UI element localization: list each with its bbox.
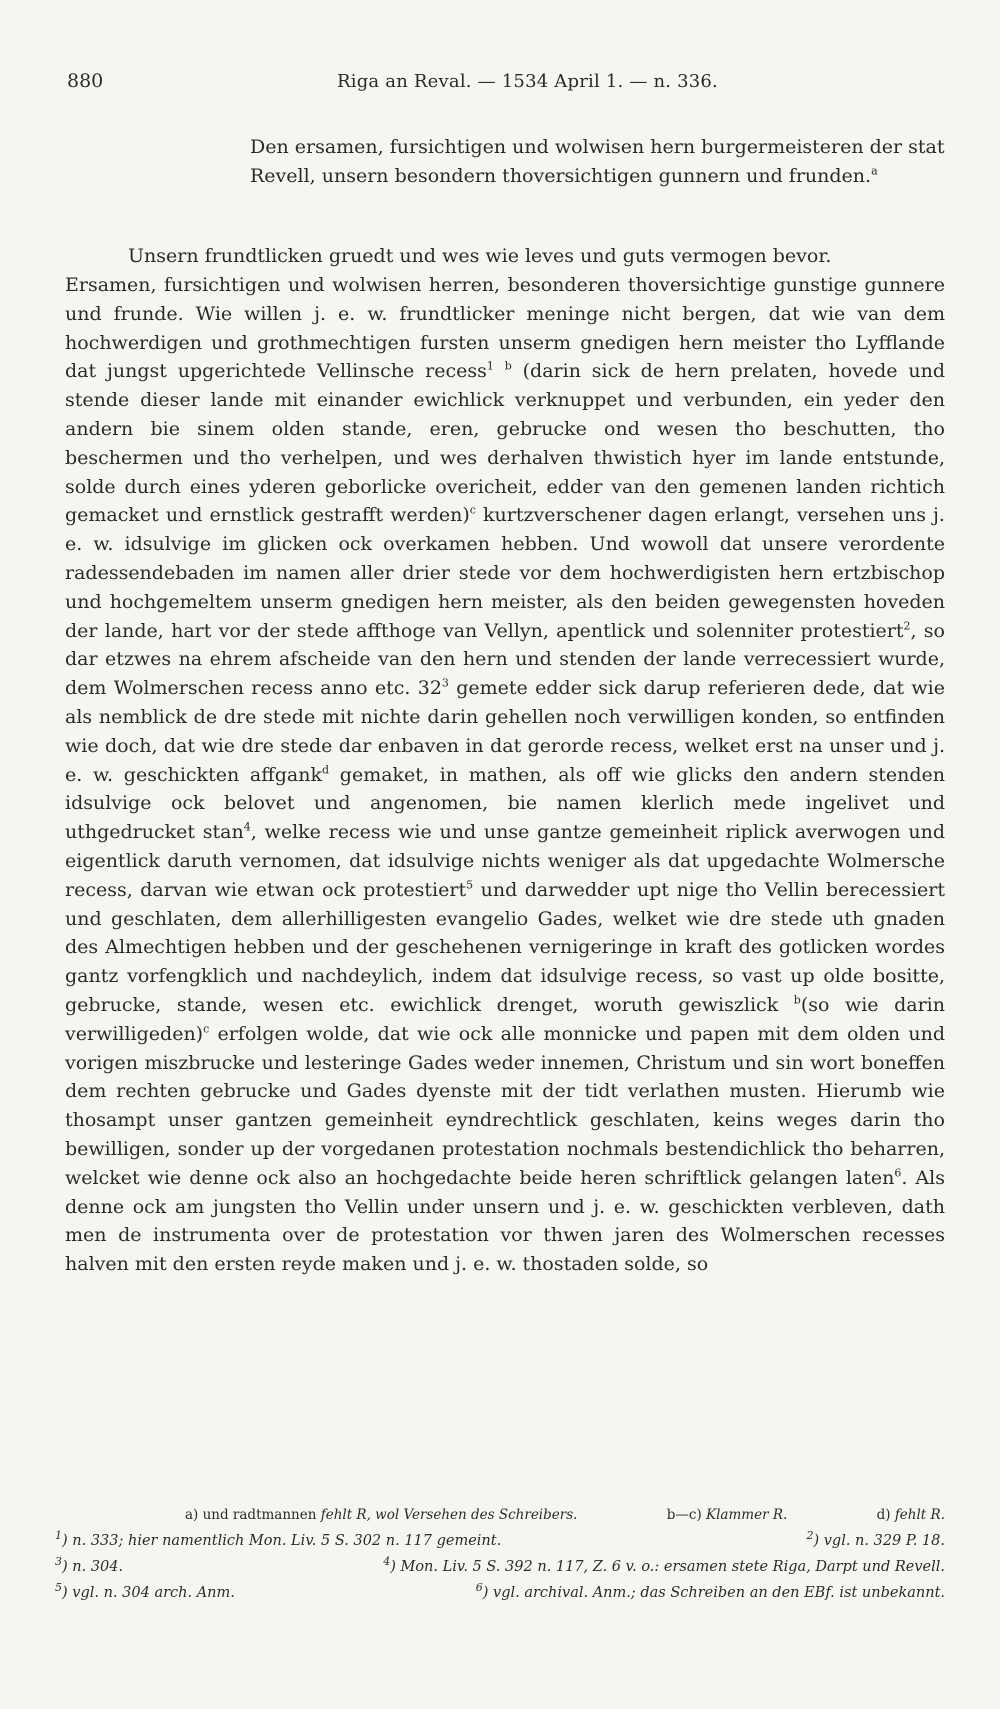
note-ref: c [203,1022,210,1036]
footnote-4: $^4$) Mon. Liv. 5 S. 392 n. 117, Z. 6 v. o.: ersamen stete Riga, Darpt und Revell. [383,1555,945,1575]
address-note-marker: a [871,164,878,178]
body-text-segment: gemete edder sick darup referieren dede, dat wie als nemblick de dre stede mit nichte darin gehellen noch verwilligen konden, so entfinden wie doch, dat wie dre stede dar enbaven in dat gerorde recess, welket erst na unser und j. e. w. geschickten affgank [65,677,945,786]
footnote-ref: 2 [903,619,911,633]
body-text-segment: gemaket, in mathen, als off wie glicks den andern stenden idsulvige ock belovet und angenomen, bie namen klerlich mede ingelivet und uthgedrucket stan [65,763,945,844]
running-title: Riga an Reval. — 1534 April 1. — n. 336. [337,71,718,92]
footnote-1: $^1$) n. 333; hier namentlich Mon. Liv. 5 S. 302 n. 117 gemeint. [55,1529,502,1549]
note-d: d) fehlt R. [876,1507,945,1523]
footnote-6: $^6$) vgl. archival. Anm.; das Schreiben an den EBf. ist unbekannt. [475,1581,945,1601]
note-ref: b [793,993,801,1007]
body-text-segment: , so dar etzwes na ehrem afscheide van den hern und stenden der lande verrecessiert wurde, dem Wolmerschen recess anno etc. 32 [65,619,945,700]
running-head [67,70,937,92]
footnote-ref: 5 [466,878,474,892]
body-text-segment: und darwedder upt nige tho Vellin berecessiert und geschlaten, dem allerhilligesten evangelio Gades, welket wie dre stede uth gnaden des Almechtigen hebben und der geschehenen vernigeringe in kraft des gotlicken wordes gantz vorfengklich und nachdeylich, indem dat idsulvige recess, so vast up olde bositte, gebrucke, stande, wesen etc. ewichlick drenget, woruth gewiszlick [65,878,945,1016]
address-text: Den ersamen, fursichtigen und wolwisen hern burgermeisteren der stat Revell, unsern besondern thoversichtigen gunnern und frunden. [250,136,945,187]
page-number: 880 [67,70,104,92]
letter-salutation: Unsern frundtlicken gruedt und wes wie leves und guts vermogen bevor. [128,245,832,267]
footnote-ref: 4 [243,820,251,834]
body-text-segment: (so wie darin verwilligeden) [65,993,945,1045]
footnote-3: $^3$) n. 304. [55,1555,124,1575]
footnote-2: $^2$) vgl. n. 329 P. 18. [806,1529,945,1549]
note-bc: b—c) Klammer R. [666,1507,788,1523]
footnote-5: $^5$) vgl. n. 304 arch. Anm. [55,1581,235,1601]
body-paragraph [65,271,945,1279]
body-text-segment: erfolgen wolde, dat wie ock alle monnicke und papen mit dem olden und vorigen miszbrucke und lesteringe Gades weder innemen, Christum und sin wort boneffen dem rechten gebrucke und Gades dyenste mit der tidt verlathen musten. Hierumb wie thosampt unser gantzen gemeinheit eyndrechtlick geschlaten, keins weges darin tho bewilligen, sonder up der vorgedanen protestation nochmals bestendichlick tho beharren, welcket wie denne ock also an hochgedachte beide heren schriftlick gelangen laten [65,1022,945,1189]
note-ref: c [469,504,476,518]
note-ref: d [322,763,330,777]
body-text-segment: . Als denne ock am jungsten tho Vellin under unsern und j. e. w. geschickten verbleven, dath men de instrumenta over de protestation vor thwen jaren des Wolmerschen recesses halven mit den ersten reyde maken und j. e. w. thostaden solde, so [65,1166,945,1276]
footnote-row [55,1580,945,1606]
footnote-row [55,1528,945,1554]
note-ref: b [504,360,512,374]
body-text-segment: kurtzverschener dagen erlangt, versehen uns j. e. w. idsulvige im glicken ock overkamen hebben. Und wowoll dat unsere verordente radessendebaden im namen aller drier stede vor dem hochwerdigisten hern ertzbischop und hochgemeltem unserm gnedigen hern meister, als den beiden gewegensten hoveden der lande, hart vor der stede affthoge van Vellyn, apentlick und solenniter protestiert [65,504,945,642]
letter-body [65,271,945,1279]
footnote-ref: 6 [894,1166,902,1180]
footnotes [55,1502,945,1606]
footnote-row [55,1554,945,1580]
body-text-segment: (darin sick de hern prelaten, hovede und stende dieser lande mit einander ewichlick verknuppet und verbunden, ein yeder den andern bie sinem olden stande, eren, gebrucke ond wesen tho beschutten, tho beschermen und tho verhelpen, und wes derhalven thwistich hyer im lande entstunde, solde durch eines yderen geborlicke overicheit, edder van den gemenen landen richtich gemacket und ernstlick gestrafft werden) [65,360,945,527]
textual-notes-row [55,1502,945,1528]
footnote-ref: 1 [486,360,494,374]
body-text-segment: , welke recess wie und unse gantze gemeinheit riplick averwogen und eigentlick daruth vernomen, dat idsulvige nichts weniger als dat upgedachte Wolmersche recess, darvan wie etwan ock protestiert [65,821,945,901]
note-a: a) und radtmannen fehlt R, wol Versehen des Schreibers. [185,1507,578,1523]
footnote-ref: 3 [441,676,449,690]
body-text-segment: Ersamen, fursichtigen und wolwisen herren, besonderen thoversichtige gunstige gunnere und frunde. Wie willen j. e. w. frundtlicker meninge nicht bergen, dat wie van dem hochwerdigen und grothmechtigen fursten unserm gnedigen hern meister tho Lyfflande dat jungst upgerichtede Vellinsche recess [65,274,945,383]
letter-address [250,133,945,191]
